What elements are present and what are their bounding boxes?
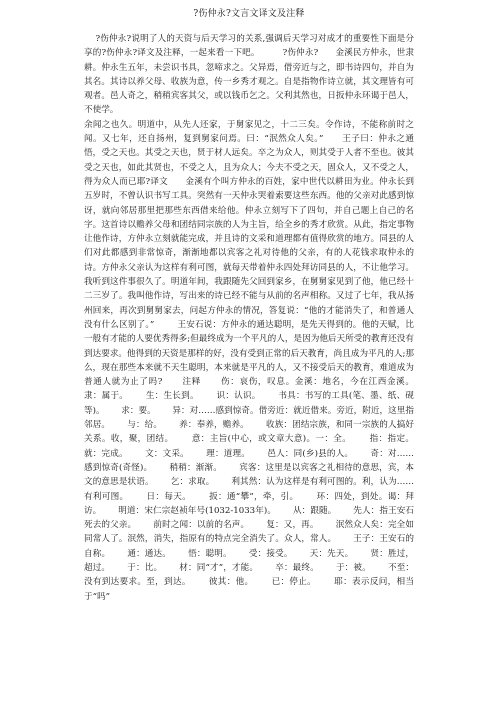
- paragraph: ?伤仲永?说明了人的天资与后天学习的关系,强调后天学习对成才的重要性下面是分享的?伤仲永?译文及注释，一起来看一下吧。 ?伤仲永? 金溪民方仲永，世隶耕。仲永生五年，未尝识书具，忽啼求之。父异焉，借旁近与之，即书诗四句，并自为其名。其诗以养父母、收族为意，传一乡秀才观之。自是指物作诗立就，其文理皆有可观者。邑人奇之，稍稍宾客其父，或以钱币乞之。父利其然也，日扳仲永环谒于邑人，不使学。: [84, 34, 414, 116]
- document-title: ?伤仲永?文言文译文及注释: [193, 9, 305, 19]
- document-body: [84, 32, 436, 604]
- paragraph: 余闻之也久。明道中，从先人还家，于舅家见之，十二三矣。令作诗，不能称前时之闻。又七年，还自扬州，复到舅家问焉。曰：“泯然众人矣。” 王子曰：仲永之通悟，受之天也。其受之天也，贤于材人远矣。卒之为众人，则其受于人者不至也。彼其受之天也，如此其贤也，不受之人，且为众人；今夫不受之天，固众人，又不受之人，得为众人而已耶?译文 金溪有个叫方仲永的百姓，家中世代以耕田为业。仲永长到五岁时，不曾认识书写工具。突然有一天仲永哭着索要这些东西。他的父亲对此感到惊讶，就向邻居那里把那些东西借来给他。仲永立刻写下了四句，并自己题上自己的名字。这首诗以赡养父母和团结同宗族的人为主旨，给全乡的秀才欣赏。从此，指定事物让他作诗，方仲永立刻就能完成，并且诗的文采和道理都有值得欣赏的地方。同县的人们对此都感到非常惊奇，渐渐地都以宾客之礼对待他的父亲，有的人花钱求取仲永的诗。方仲永父亲认为这样有利可图，就每天带着仲永四处拜访同县的人，不让他学习。 我听到这件事很久了。明道年间，我跟随先父回到家乡，在舅舅家见到了他，他已经十二三岁了。我叫他作诗，写出来的诗已经不能与从前的名声相称。又过了七年，我从扬州回来，再次到舅舅家去，问起方仲永的情况，答复说：“他的才能消失了，和普通人没有什么区别了。” 王安石说：方仲永的通达聪明，是先天得到的。他的天赋，比一般有才能的人要优秀得多;但最终成为一个平凡的人，是因为他后天所受的教育还没有到达要求。他得到的天资是那样的好，没有受到正常的后天教育，尚且成为平凡的人;那么，现在那些本来就不天生聪明，本来就是平凡的人，又不接受后天的教育，难道成为普通人就为止了吗? 注释 伤：哀伤，叹息。金溪：地名，今在江西金溪。 隶：属于。 生：生长到。 识：认识。 书具：书写的工具(笔、墨、纸、砚等)。 求：要。 异：对……感到惊奇。借旁近：就近借来。旁近，附近，这里指邻居。 与：给。 养：奉养，赡养。 收族：团结宗族，和同一宗族的人搞好关系。收，聚，团结。 意：主旨(中心，或文章大意)。一：全。 指：指定。 就：完成。 文：文采。 理：道理。 邑人：同(乡)县的人。 奇：对……感到惊奇(奇怪)。 稍稍：渐渐。 宾客：这里是以宾客之礼相待的意思，宾，本文的意思是状语。 乞：求取。 利其然：认为这样是有利可图的。利，认为……有利可图。 日：每天。 扳：通“攀”，牵，引。 环：四处，到处。谒：拜访。 明道：宋仁宗赵祯年号(1032-1033年)。 从：跟随。 先人：指王安石死去的父亲。 前时之闻：以前的名声。 复：又，再。 泯然众人矣：完全如同常人了。泯然，消失，指原有的特点完全消失了。众人，常人。 王子：王安石的自称。 通：通达。 悟：聪明。 受：接受。 天：先天。 贤：胜过，超过。 于：比。 材：同“才”，才能。 卒：最终。 于：被。 不至：没有到达要求。至，到达。 彼其：他。 已：停止。 耶：表示反问，相当于“吗”: [84, 119, 436, 602]
